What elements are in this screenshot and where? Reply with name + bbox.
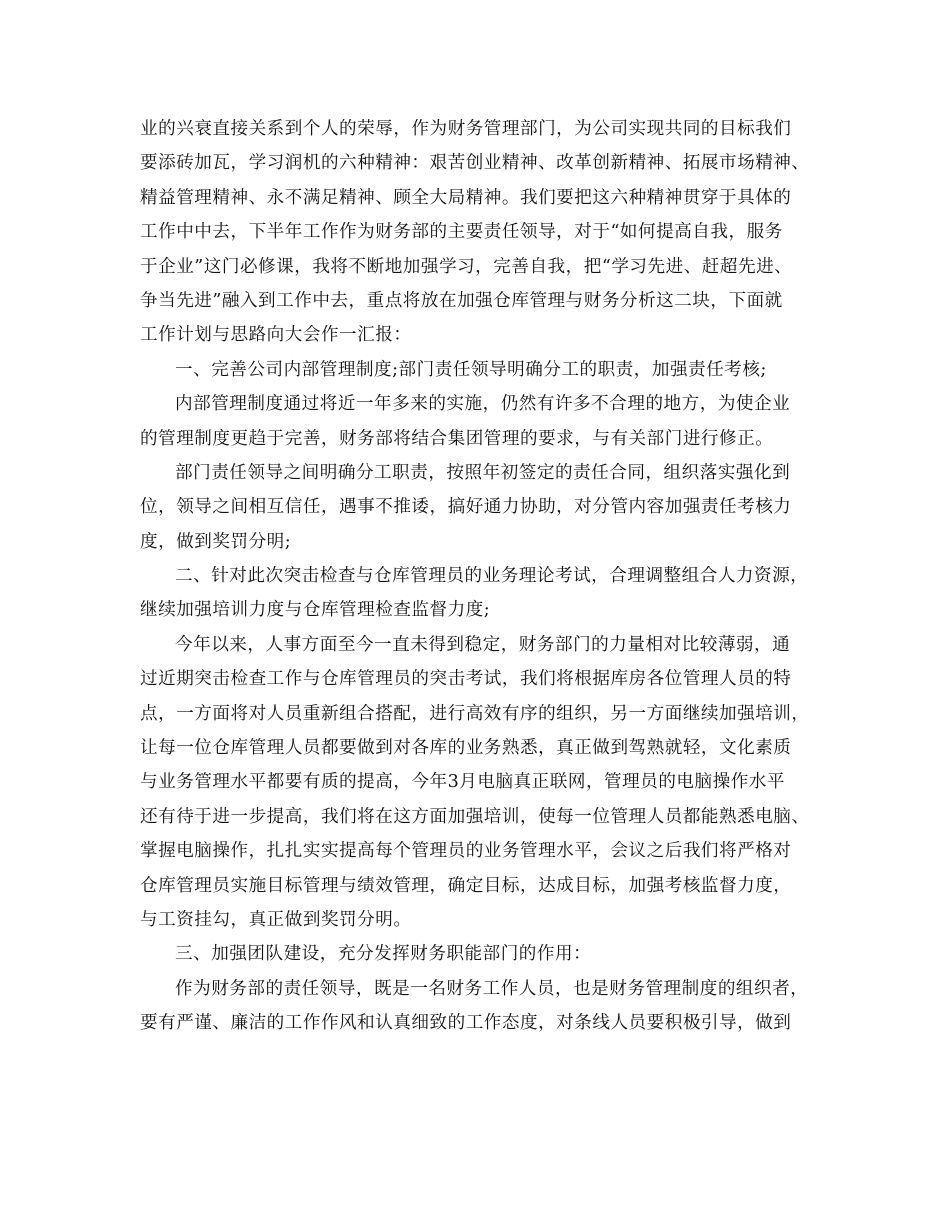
text-line: 内部管理制度通过将近一年多来的实施，仍然有许多不合理的地方，为使企业 — [175, 394, 791, 415]
text-line: 过近期突击检查工作与仓库管理员的突击考试，我们将根据库房各位管理人员的特 — [140, 669, 792, 690]
text-line: 工作中中去，下半年工作作为财务部的主要责任领导，对于“如何提高自我，服务 — [140, 222, 783, 243]
text-line: 位，领导之间相互信任，遇事不推诿，搞好通力协助，对分管内容加强责任考核力 — [140, 497, 792, 518]
text-line: 让每一位仓库管理人员都要做到对各库的业务熟悉，真正做到驾熟就轻，文化素质 — [140, 738, 792, 759]
text-line: 二、针对此次突击检查与仓库管理员的业务理论考试，合理调整组合人力资源， — [175, 566, 809, 587]
text-line: 还有待于进一步提高，我们将在这方面加强培训，使每一位管理人员都能熟悉电脑、 — [140, 806, 810, 827]
text-line: 精益管理精神、永不满足精神、顾全大局精神。我们要把这六种精神贯穿于具体的 — [140, 187, 792, 208]
text-line: 工作计划与思路向大会作一汇报： — [140, 325, 412, 346]
text-line: 要添砖加瓦，学习润机的六种精神：艰苦创业精神、改革创新精神、拓展市场精神、 — [140, 153, 810, 174]
text-line: 的管理制度更趋于完善，财务部将结合集团管理的要求，与有关部门进行修正。 — [140, 428, 774, 449]
text-line: 作为财务部的责任领导，既是一名财务工作人员，也是财务管理制度的组织者， — [175, 978, 809, 999]
text-line: 继续加强培训力度与仓库管理检查监督力度; — [140, 600, 491, 621]
text-line: 业的兴衰直接关系到个人的荣辱，作为财务管理部门，为公司实现共同的目标我们 — [140, 119, 792, 139]
text-line: 三、加强团队建设，充分发挥财务职能部门的作用： — [175, 944, 592, 965]
text-line: 与业务管理水平都要有质的提高，今年3月电脑真正联网，管理员的电脑操作水平 — [140, 772, 785, 793]
text-line: 于企业”这门必修课，我将不断地加强学习，完善自我，把“学习先进、赶超先进、 — [140, 256, 793, 277]
text-line: 仓库管理员实施目标管理与绩效管理，确定目标，达成目标，加强考核监督力度， — [140, 875, 792, 896]
text-line: 一、完善公司内部管理制度;部门责任领导明确分工的职责，加强责任考核; — [175, 359, 767, 380]
text-line: 掌握电脑操作，扎扎实实提高每个管理员的业务管理水平，会议之后我们将严格对 — [140, 841, 792, 862]
text-line: 争当先进”融入到工作中去，重点将放在加强仓库管理与财务分析这二块，下面就 — [140, 290, 783, 311]
document-body — [140, 112, 830, 1041]
text-line: 要有严谨、廉洁的工作作风和认真细致的工作态度，对条线人员要积极引导，做到 — [140, 1013, 792, 1034]
text-line: 部门责任领导之间明确分工职责，按照年初签定的责任合同，组织落实强化到 — [175, 462, 791, 483]
text-line: 点，一方面将对人员重新组合搭配，进行高效有序的组织，另一方面继续加强培训， — [140, 703, 810, 724]
text-line: 度，做到奖罚分明; — [140, 531, 292, 552]
text-line: 与工资挂勾，真正做到奖罚分明。 — [140, 909, 412, 930]
text-line: 今年以来，人事方面至今一直未得到稳定，财务部门的力量相对比较薄弱，通 — [175, 634, 791, 655]
